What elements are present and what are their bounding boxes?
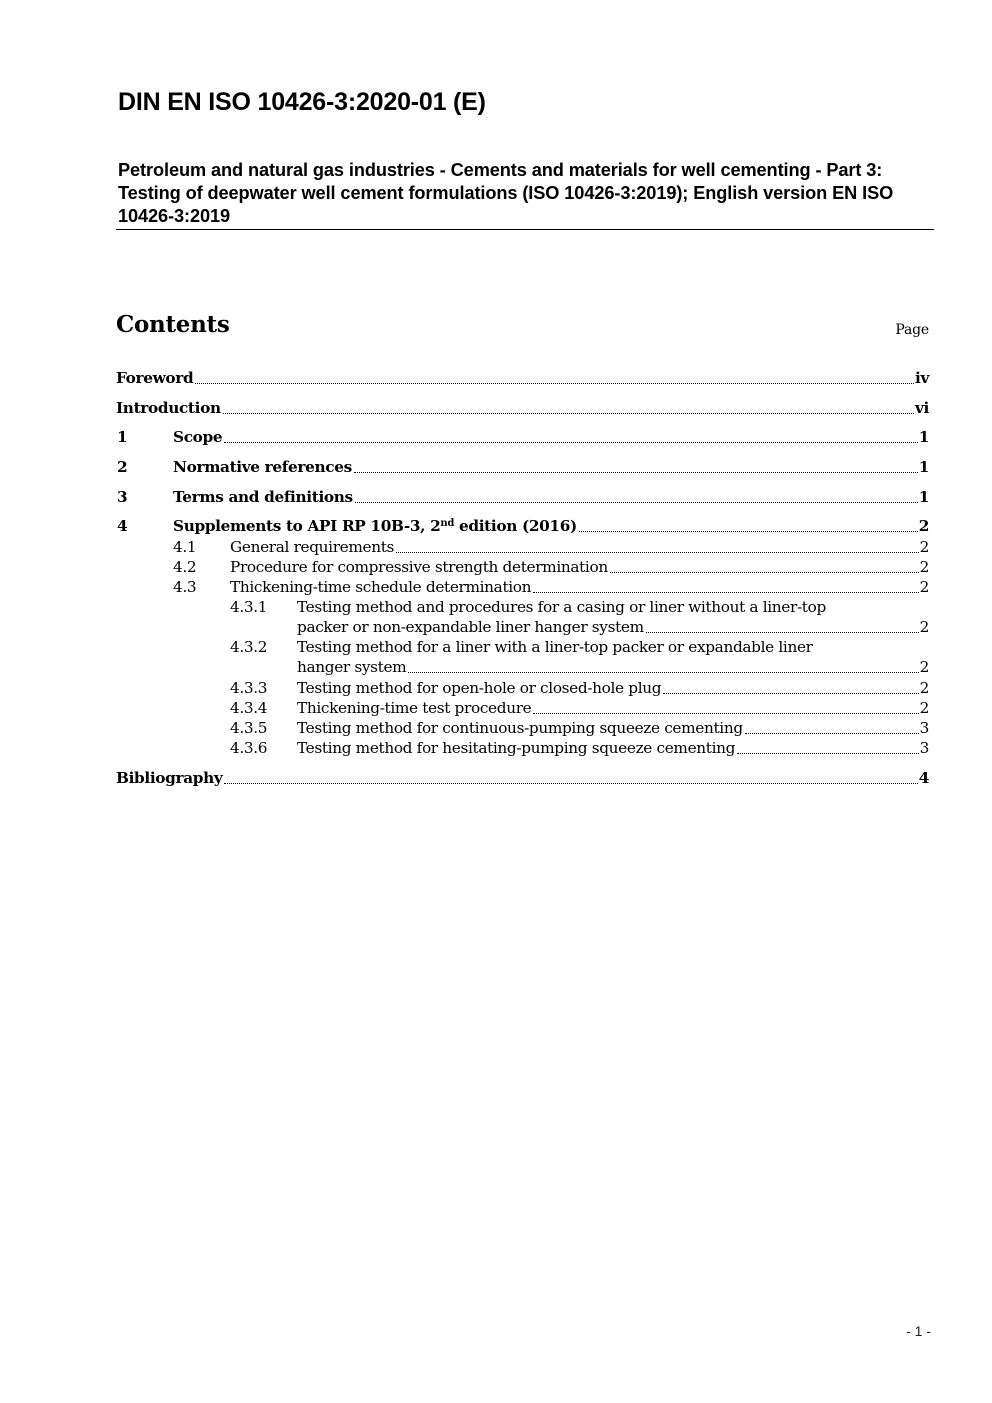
toc-entry-casing-or-liner[interactable] — [0, 617, 929, 637]
toc-label: Thickening-time schedule determination — [230, 578, 532, 596]
toc-page-number: 1 — [918, 488, 929, 506]
dot-leader — [224, 783, 917, 784]
toc-label: hanger system — [297, 658, 407, 676]
dot-leader — [610, 572, 919, 573]
toc-number: 2 — [117, 458, 128, 476]
toc-page-number: 2 — [919, 558, 929, 576]
dot-leader — [745, 733, 919, 734]
ordinal-suffix: nd — [440, 518, 454, 529]
toc-number: 4.3.2 — [230, 638, 268, 656]
toc-entry-hesitating-pumping[interactable] — [0, 738, 929, 758]
toc-entry-normative-references[interactable] — [0, 457, 929, 477]
toc-number: 1 — [117, 428, 128, 446]
toc-number: 4.3.3 — [230, 679, 268, 697]
document-title: DIN EN ISO 10426-3:2020-01 (E) — [118, 88, 486, 116]
toc-page-number: iv — [915, 369, 929, 387]
toc-label: General requirements — [230, 538, 395, 556]
toc-label-line[interactable]: Testing method for a liner with a liner-top packer or expandable liner — [297, 638, 813, 656]
toc-entry-general-requirements[interactable] — [0, 537, 929, 557]
toc-label: Testing method for hesitating-pumping squeeze cementing — [297, 739, 736, 757]
dot-leader — [663, 693, 918, 694]
toc-number: 4.1 — [173, 538, 197, 556]
toc-page-number: 2 — [919, 618, 929, 636]
dot-leader — [195, 383, 914, 384]
toc-label: packer or non-expandable liner hanger system — [297, 618, 644, 636]
toc-label: Bibliography — [116, 769, 223, 787]
dot-leader — [224, 442, 917, 443]
toc-number: 4 — [117, 517, 128, 535]
toc-label: Testing method for continuous-pumping squeeze cementing — [297, 719, 743, 737]
dot-leader — [223, 413, 914, 414]
toc-number: 4.3.6 — [230, 739, 268, 757]
toc-label: Testing method for open-hole or closed-hole plug — [297, 679, 662, 697]
toc-label-line[interactable]: Testing method and procedures for a casing or liner without a liner-top — [297, 598, 826, 616]
dot-leader — [396, 552, 919, 553]
toc-label: Thickening-time test procedure — [297, 699, 532, 717]
dot-leader — [737, 753, 919, 754]
toc-entry-continuous-pumping[interactable] — [0, 718, 929, 738]
toc-page-number: 3 — [919, 719, 929, 737]
toc-label: Introduction — [116, 399, 221, 417]
toc-entry-open-hole-plug[interactable] — [0, 678, 929, 698]
toc-entry-thickening-time-test[interactable] — [0, 698, 929, 718]
toc-label: Foreword — [116, 369, 194, 387]
toc-entry-thickening-time-schedule[interactable] — [0, 577, 929, 597]
toc-number: 4.3.4 — [230, 699, 268, 717]
dot-leader — [533, 592, 918, 593]
dot-leader — [355, 502, 918, 503]
toc-page-number: 3 — [919, 739, 929, 757]
toc-page-number: 2 — [919, 679, 929, 697]
toc-entry-supplements[interactable] — [0, 516, 929, 536]
dot-leader — [408, 672, 918, 673]
page-column-heading: Page — [895, 322, 929, 338]
toc-label-part: Supplements to API RP 10B-3, 2 — [173, 517, 441, 535]
toc-entry-foreword[interactable] — [0, 368, 929, 388]
toc-entry-terms-and-definitions[interactable] — [0, 487, 929, 507]
toc-number: 4.3.5 — [230, 719, 268, 737]
title-divider — [116, 229, 934, 230]
dot-leader — [354, 472, 918, 473]
toc-page-number: 2 — [919, 578, 929, 596]
dot-leader — [646, 632, 919, 633]
toc-label: Procedure for compressive strength determination — [230, 558, 608, 576]
toc-label-part: edition (2016) — [454, 517, 577, 535]
toc-label — [173, 516, 577, 536]
document-subtitle: Petroleum and natural gas industries - Cements and materials for well cementing - Part 3: Testing of deepwater well cement formulations (ISO 10426-3:2019); English version EN ISO 10426-3:2019 — [118, 160, 894, 226]
toc-page-number: 2 — [919, 699, 929, 717]
toc-label: Scope — [173, 428, 223, 446]
toc-page-number: 2 — [919, 538, 929, 556]
toc-entry-bibliography[interactable] — [0, 768, 929, 788]
dot-leader — [533, 713, 918, 714]
toc-page-number: 1 — [918, 428, 929, 446]
toc-number: 3 — [117, 488, 128, 506]
toc-page-number: 4 — [918, 769, 929, 787]
toc-label: Terms and definitions — [173, 488, 353, 506]
toc-entry-liner-top-packer[interactable] — [0, 657, 929, 677]
toc-number: 4.3.1 — [230, 598, 268, 616]
toc-entry-introduction[interactable] — [0, 398, 929, 418]
toc-number: 4.3 — [173, 578, 197, 596]
toc-page-number: 1 — [918, 458, 929, 476]
toc-page-number: 2 — [918, 517, 929, 535]
toc-page-number: vi — [915, 399, 929, 417]
toc-label: Normative references — [173, 458, 352, 476]
toc-page-number: 2 — [919, 658, 929, 676]
toc-entry-scope[interactable] — [0, 427, 929, 447]
toc-number: 4.2 — [173, 558, 197, 576]
toc-entry-compressive-strength[interactable] — [0, 557, 929, 577]
dot-leader — [579, 531, 918, 532]
contents-heading: Contents — [116, 311, 230, 338]
footer-page-number: - 1 - — [906, 1323, 931, 1339]
